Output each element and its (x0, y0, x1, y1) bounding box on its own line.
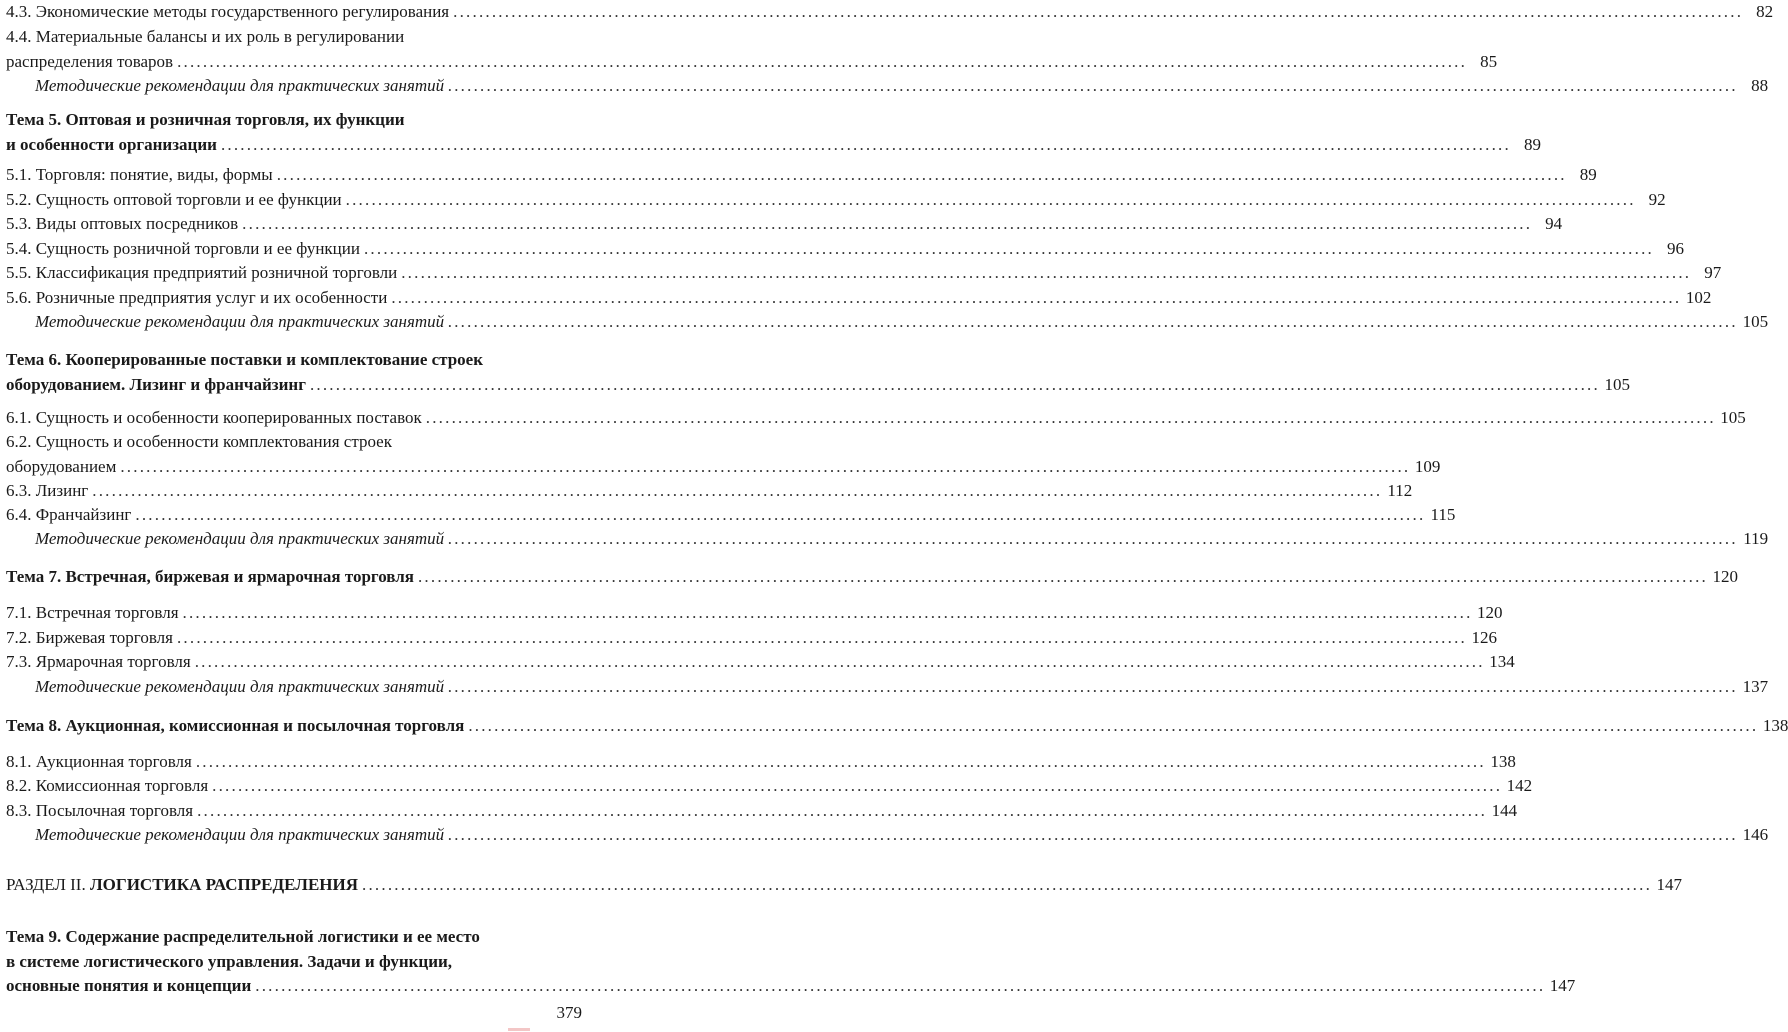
toc-entry-title: 6.4. Франчайзинг (6, 505, 132, 524)
leader-dots: ........................................................................................................................................................................................................ (197, 801, 1488, 820)
toc-page-number: 138 (1490, 752, 1516, 771)
leader-dots: ........................................................................................................................................................................................................ (448, 529, 1739, 548)
toc-page-number: 88 (1751, 76, 1769, 95)
toc-page-number: 142 (1506, 776, 1533, 795)
toc-entry (6, 212, 1563, 237)
toc-entry-title: распределения товаров (6, 51, 174, 71)
toc-page-number: 105 (1742, 312, 1769, 331)
toc-entry-title: Методические рекомендации для практических занятий (35, 825, 445, 844)
toc-entry-title: 4.3. Экономические методы государственного регулирования (6, 2, 450, 21)
toc-page-number: 105 (1604, 374, 1630, 394)
toc-entry-title: 7.2. Биржевая торговля (6, 628, 173, 647)
leader-dots: ........................................................................................................................................................................................................ (448, 825, 1739, 844)
toc-entry (6, 163, 1597, 188)
toc-page-number: 147 (1549, 976, 1576, 995)
toc-entry (6, 286, 1712, 311)
toc-page-number: 92 (1648, 190, 1666, 209)
toc-page-number: 97 (1704, 263, 1722, 282)
toc-entry (6, 823, 1769, 848)
toc-page-number: 137 (1742, 677, 1769, 696)
toc-entry (6, 774, 1533, 799)
toc-entry-title: 6.1. Сущность и особенности кооперированных поставок (6, 408, 422, 427)
toc-page-number: 89 (1523, 134, 1541, 154)
toc-entry-title: и особенности организации (6, 134, 217, 154)
toc-page-number: 109 (1414, 456, 1441, 476)
toc-entry-title: 8.3. Посылочная торговля (6, 801, 194, 820)
leader-dots: ........................................................................................................................................................................................................ (425, 408, 1716, 427)
toc-page-number: 82 (1756, 2, 1774, 21)
leader-dots: ........................................................................................................................................................................................................ (448, 677, 1739, 696)
toc-entry-title: оборудованием. Лизинг и франчайзинг (6, 374, 306, 394)
toc-entry-title: основные понятия и концепции (6, 976, 252, 995)
toc-entry-title: Методические рекомендации для практических занятий (35, 529, 445, 548)
toc-entry-title: Тема 9. Содержание распределительной логистики и ее место (6, 927, 480, 946)
leader-dots: ........................................................................................................................................................................................................ (120, 456, 1411, 476)
leader-dots: ........................................................................................................................................................................................................ (417, 567, 1708, 586)
toc-entry-title: 7.1. Встречная торговля (6, 603, 179, 622)
toc-page-number: 89 (1579, 165, 1597, 184)
toc-page-number: 115 (1430, 505, 1456, 524)
toc-entry-title: 5.1. Торговля: понятие, виды, формы (6, 165, 273, 184)
toc-entry (6, 74, 1769, 99)
toc-entry-title: 5.4. Сущность розничной торговли и ее функции (6, 239, 360, 258)
toc-entry-title: Методические рекомендации для практических занятий (35, 312, 445, 331)
toc-entry-title: 5.2. Сущность оптовой торговли и ее функции (6, 190, 342, 209)
leader-dots: ........................................................................................................................................................................................................ (177, 51, 1468, 71)
toc-entry (6, 25, 1498, 74)
toc-page-number: 138 (1762, 716, 1788, 735)
toc-entry-title: Тема 6. Кооперированные поставки и комплектование строек (6, 350, 484, 369)
toc-entry (6, 626, 1497, 651)
toc-entry (6, 873, 1683, 898)
leader-dots: ........................................................................................................................................................................................................ (448, 76, 1739, 95)
toc-page-number: 126 (1471, 628, 1497, 647)
toc-entry (6, 479, 1413, 504)
toc-entry-title: 8.1. Аукционная торговля (6, 752, 192, 771)
leader-dots: ........................................................................................................................................................................................................ (276, 165, 1567, 184)
toc-entry-title: 4.4. Материальные балансы и их роль в регулировании (6, 27, 405, 46)
leader-dots: ........................................................................................................................................................................................................ (176, 628, 1467, 647)
toc-page-number: 102 (1685, 288, 1712, 307)
toc-entry-title (6, 873, 358, 898)
toc-entry-title: 5.6. Розничные предприятия услуг и их особенности (6, 288, 388, 307)
toc-entry (6, 601, 1503, 626)
leader-dots: ........................................................................................................................................................................................................ (453, 2, 1744, 21)
toc-entry-title: Тема 5. Оптовая и розничная торговля, их функции (6, 110, 405, 129)
section-prefix: РАЗДЕЛ II. (6, 875, 90, 894)
leader-dots: ........................................................................................................................................................................................................ (345, 190, 1636, 209)
toc-page-number: 144 (1491, 801, 1518, 820)
toc-entry-title: Тема 8. Аукционная, комиссионная и посылочная торговля (6, 716, 465, 735)
toc-entry-title: 7.3. Ярмарочная торговля (6, 652, 191, 671)
toc-entry (6, 675, 1769, 700)
scan-mark (508, 1028, 530, 1031)
leader-dots: ........................................................................................................................................................................................................ (220, 134, 1511, 154)
toc-entry-title: 6.2. Сущность и особенности комплектования строек (6, 432, 392, 451)
leader-dots: ........................................................................................................................................................................................................ (309, 374, 1600, 394)
toc-entry (6, 261, 1722, 286)
toc-page-number: 147 (1656, 875, 1683, 894)
toc-entry-title: Тема 7. Встречная, биржевая и ярмарочная торговля (6, 567, 414, 586)
toc-entry-title: в системе логистического управления. Задачи и функции, (6, 951, 453, 971)
toc-entry (6, 406, 1746, 431)
toc-page-number: 119 (1743, 529, 1769, 548)
leader-dots: ........................................................................................................................................................................................................ (135, 505, 1426, 524)
toc-entry-title: 5.5. Классификация предприятий розничной торговли (6, 263, 398, 282)
toc-entry (6, 237, 1684, 262)
toc-entry-title: 8.2. Комиссионная торговля (6, 776, 209, 795)
leader-dots: ........................................................................................................................................................................................................ (362, 875, 1653, 894)
toc-entry-title: 5.3. Виды оптовых посредников (6, 214, 239, 233)
leader-dots: ........................................................................................................................................................................................................ (92, 481, 1383, 500)
toc-entry (6, 503, 1456, 528)
toc-entry (6, 527, 1769, 552)
leader-dots: ........................................................................................................................................................................................................ (448, 312, 1739, 331)
leader-dots: ........................................................................................................................................................................................................ (182, 603, 1473, 622)
leader-dots: ........................................................................................................................................................................................................ (363, 239, 1654, 258)
toc-entry (6, 799, 1518, 824)
toc-page-number: 96 (1666, 239, 1684, 258)
toc-page-number: 146 (1742, 825, 1769, 844)
leader-dots: ........................................................................................................................................................................................................ (468, 716, 1759, 735)
toc-entry (6, 714, 1788, 739)
toc-entry (6, 108, 1541, 157)
toc-entry-title: Методические рекомендации для практических занятий (35, 677, 445, 696)
toc-entry (6, 925, 1576, 999)
toc-entry (6, 188, 1666, 213)
leader-dots: ........................................................................................................................................................................................................ (194, 652, 1485, 671)
section-title: ЛОГИСТИКА РАСПРЕДЕЛЕНИЯ (89, 875, 359, 894)
toc-page-number: 134 (1489, 652, 1515, 671)
toc-entry (6, 650, 1515, 675)
toc-page-number: 105 (1720, 408, 1746, 427)
toc-entry (6, 310, 1769, 335)
toc-page-number: 112 (1387, 481, 1413, 500)
toc-entry (6, 0, 1774, 25)
toc-page-number: 120 (1712, 567, 1738, 586)
toc-entry-title: 6.3. Лизинг (6, 481, 89, 500)
toc-entry (6, 565, 1738, 590)
leader-dots: ........................................................................................................................................................................................................ (255, 976, 1546, 995)
leader-dots: ........................................................................................................................................................................................................ (401, 263, 1692, 282)
leader-dots: ........................................................................................................................................................................................................ (391, 288, 1682, 307)
toc-entry (6, 430, 1441, 479)
toc-page-number: 94 (1545, 214, 1563, 233)
leader-dots: ........................................................................................................................................................................................................ (195, 752, 1486, 771)
toc-entry (6, 750, 1516, 775)
page-number: 379 (556, 1003, 582, 1022)
leader-dots: ........................................................................................................................................................................................................ (212, 776, 1503, 795)
toc-page-number: 85 (1480, 51, 1498, 71)
leader-dots: ........................................................................................................................................................................................................ (242, 214, 1533, 233)
toc-entry-title: оборудованием (6, 456, 117, 476)
toc-entry (6, 348, 1630, 397)
toc-page-number: 120 (1477, 603, 1503, 622)
toc-entry-title: Методические рекомендации для практических занятий (35, 76, 445, 95)
